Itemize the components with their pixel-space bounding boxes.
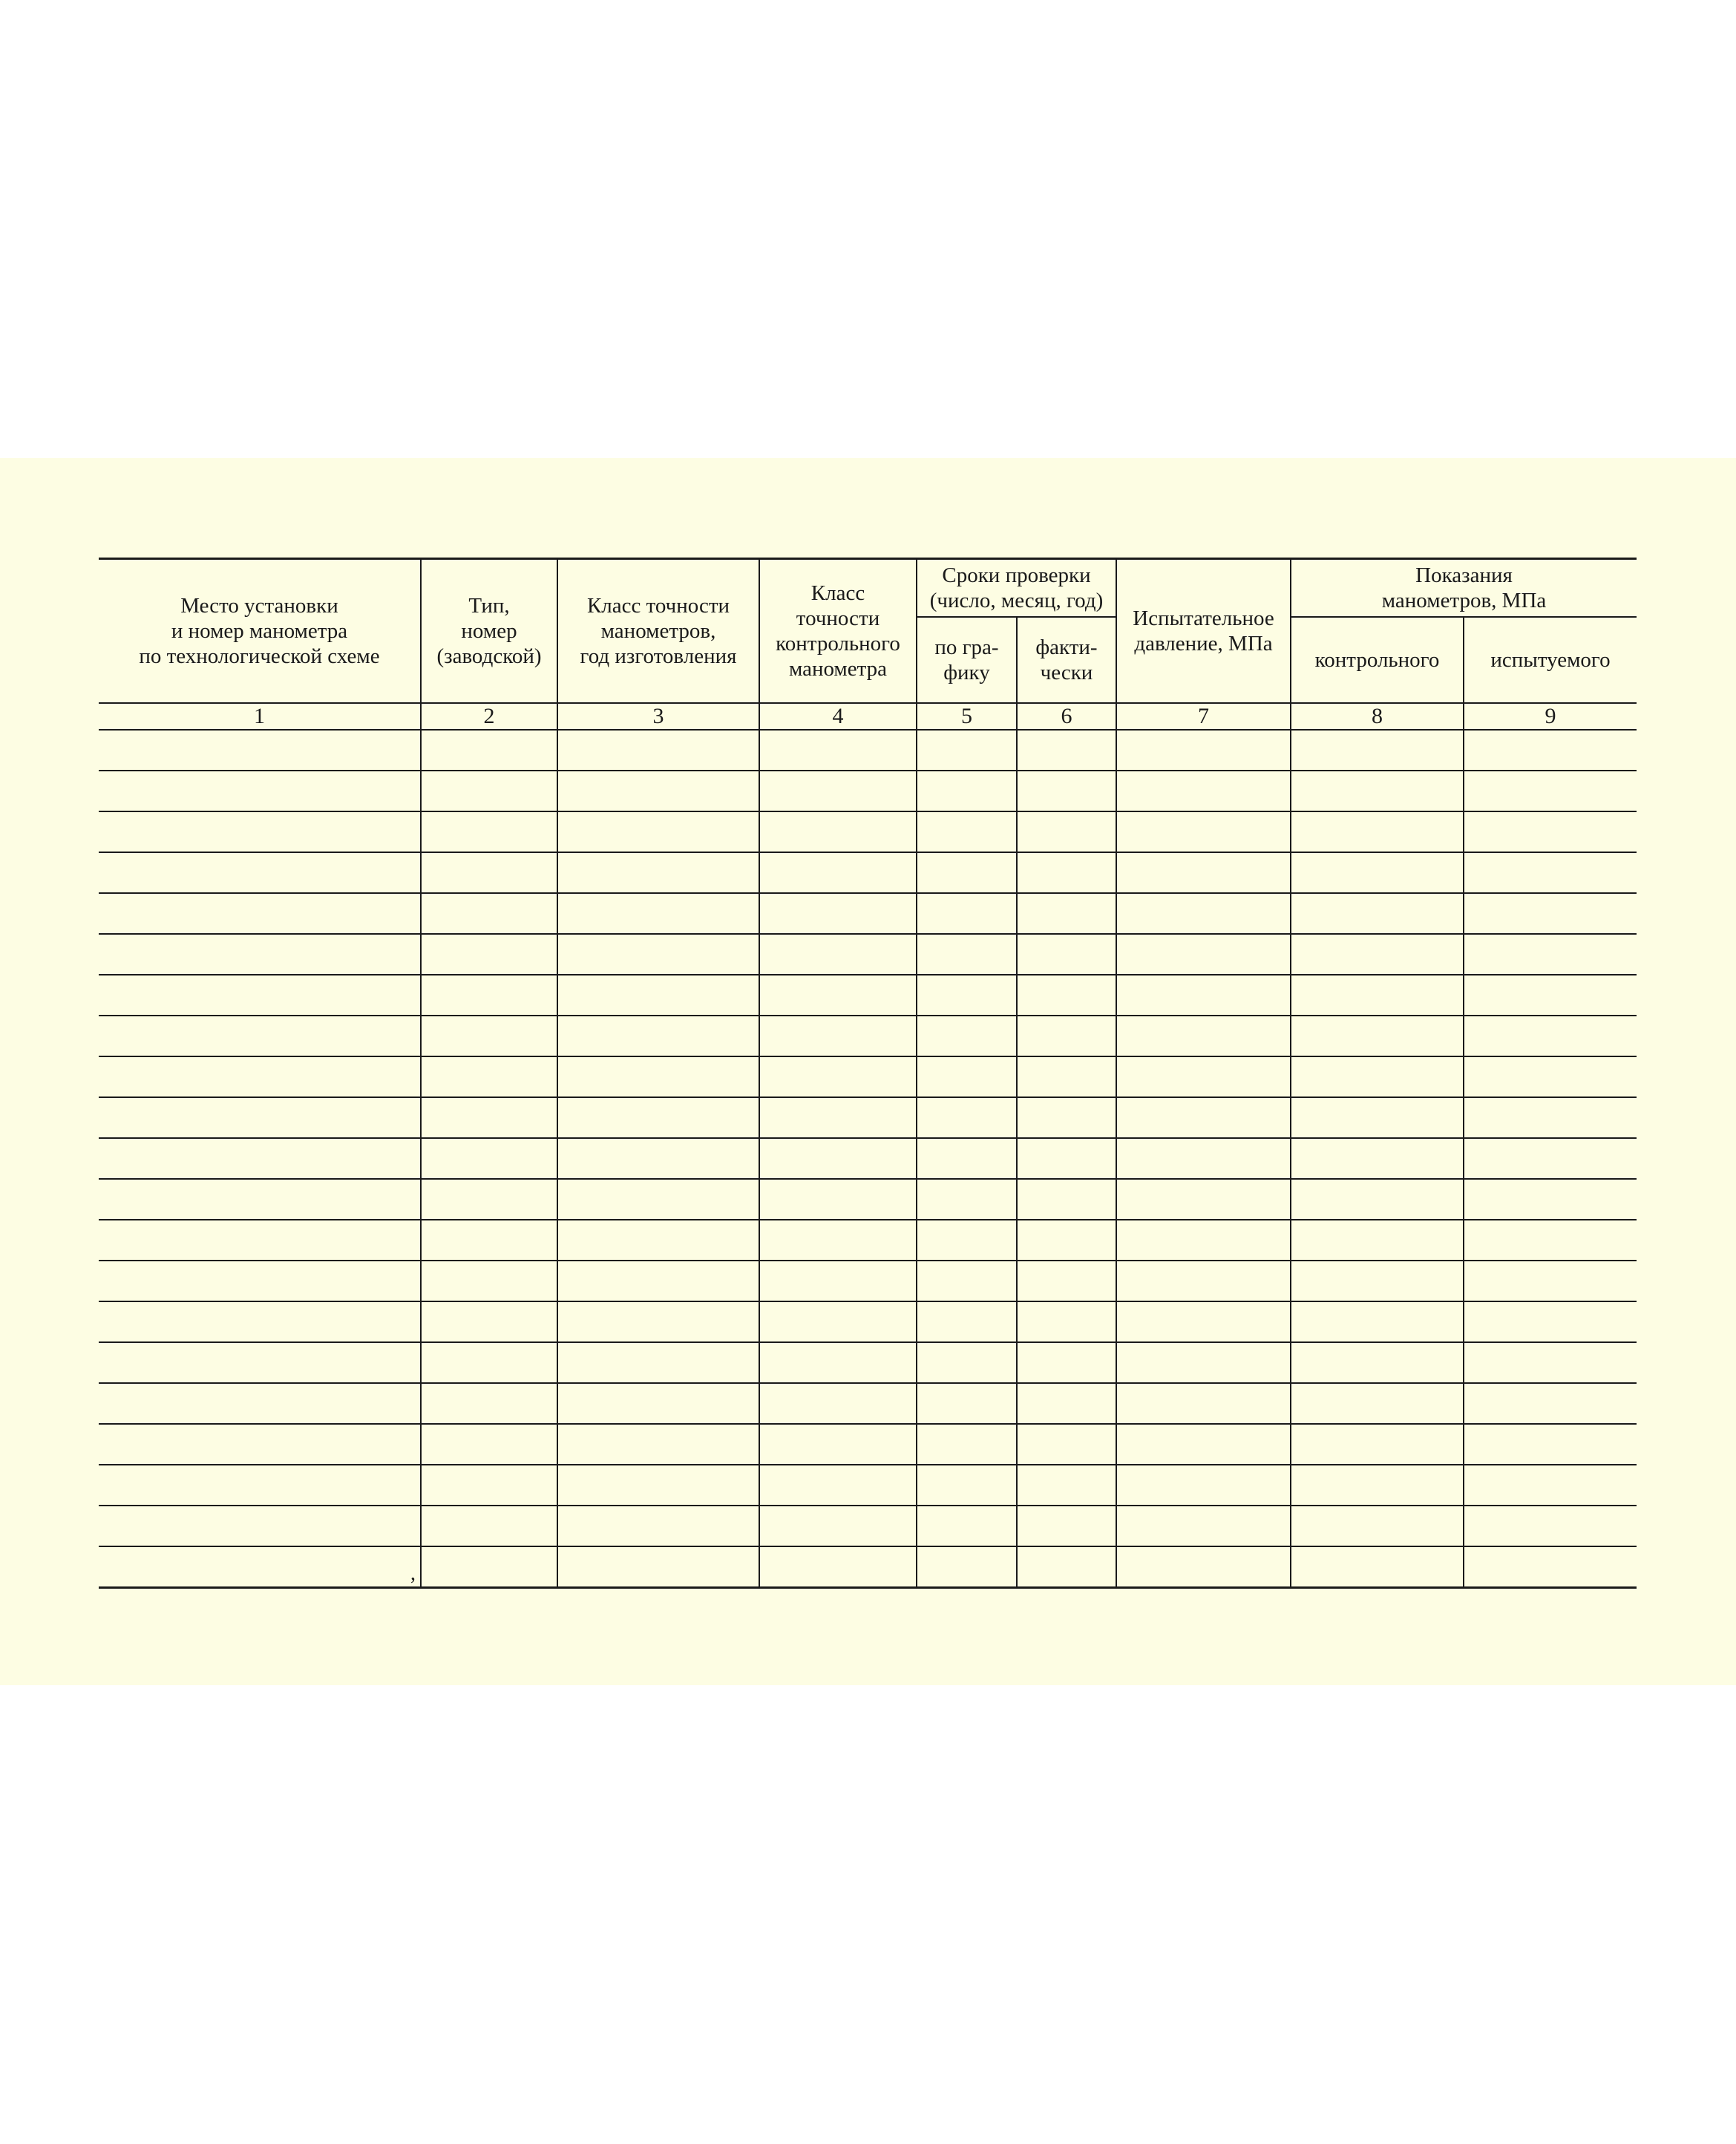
table-cell[interactable] (1464, 975, 1637, 1016)
table-cell[interactable] (1017, 1546, 1116, 1588)
table-cell[interactable] (1017, 852, 1116, 893)
table-cell[interactable] (1017, 771, 1116, 811)
table-cell[interactable] (759, 1138, 917, 1179)
table-cell[interactable] (557, 1056, 759, 1097)
table-cell[interactable] (1017, 1261, 1116, 1301)
table-cell[interactable] (759, 1179, 917, 1220)
table-cell[interactable] (1017, 1138, 1116, 1179)
table-cell[interactable] (1116, 852, 1291, 893)
table-cell[interactable] (1464, 1383, 1637, 1424)
table-cell[interactable] (1291, 771, 1464, 811)
table-cell[interactable] (99, 1383, 421, 1424)
header-control-accuracy-class: Класс точности контрольного манометра (759, 559, 917, 703)
table-cell[interactable] (1116, 1383, 1291, 1424)
table-cell[interactable] (1464, 730, 1637, 771)
table-cell[interactable] (1017, 975, 1116, 1016)
table-cell[interactable] (917, 893, 1017, 934)
table-row (99, 1342, 1637, 1383)
table-cell[interactable] (557, 1097, 759, 1138)
table-cell[interactable] (1291, 1383, 1464, 1424)
table-cell[interactable] (1464, 1179, 1637, 1220)
table-cell[interactable] (1464, 811, 1637, 852)
table-cell[interactable] (99, 852, 421, 893)
table-cell[interactable] (99, 730, 421, 771)
table-cell[interactable] (421, 975, 557, 1016)
table-cell[interactable] (1116, 1179, 1291, 1220)
table-row (99, 1383, 1637, 1424)
table-cell[interactable] (1116, 1097, 1291, 1138)
table-cell[interactable] (759, 1261, 917, 1301)
table-cell[interactable] (99, 1424, 421, 1465)
table-row (99, 1016, 1637, 1056)
table-cell[interactable] (99, 1056, 421, 1097)
table-cell[interactable] (1291, 1179, 1464, 1220)
header-installation-place: Место установки и номер манометра по технологической схеме (99, 559, 421, 703)
table-cell[interactable] (557, 1342, 759, 1383)
table-row (99, 893, 1637, 934)
table-cell[interactable] (759, 1506, 917, 1546)
table-cell[interactable] (1116, 1220, 1291, 1261)
table-row (99, 1097, 1637, 1138)
table-cell[interactable] (1116, 1056, 1291, 1097)
table-cell[interactable] (917, 1424, 1017, 1465)
table-cell[interactable] (421, 1016, 557, 1056)
table-cell[interactable] (1017, 1097, 1116, 1138)
table-cell[interactable] (421, 1383, 557, 1424)
table-cell[interactable] (917, 771, 1017, 811)
table-cell[interactable] (1464, 1261, 1637, 1301)
table-cell[interactable] (1291, 811, 1464, 852)
table-cell[interactable] (1464, 771, 1637, 811)
table-cell[interactable] (1291, 1506, 1464, 1546)
header-accuracy-class-year: Класс точности манометров, год изготовления (557, 559, 759, 703)
table-cell[interactable] (1116, 934, 1291, 975)
table-cell[interactable] (1017, 1465, 1116, 1506)
table-cell[interactable] (1116, 1424, 1291, 1465)
table-row (99, 771, 1637, 811)
table-cell[interactable] (759, 852, 917, 893)
table-cell[interactable] (557, 1179, 759, 1220)
header-tested-reading: испытуемого (1464, 617, 1637, 703)
table-cell[interactable] (557, 1506, 759, 1546)
table-cell[interactable] (1017, 893, 1116, 934)
table-row (99, 1056, 1637, 1097)
table-cell[interactable] (99, 1097, 421, 1138)
table-cell[interactable] (1291, 1220, 1464, 1261)
table-cell[interactable] (1017, 1179, 1116, 1220)
table-cell[interactable] (1291, 1056, 1464, 1097)
table-cell[interactable] (557, 771, 759, 811)
table-cell[interactable] (99, 893, 421, 934)
table-cell[interactable] (99, 1546, 421, 1588)
header-type-serial-number: Тип, номер (заводской) (421, 559, 557, 703)
table-row (99, 852, 1637, 893)
table-cell[interactable] (759, 1342, 917, 1383)
table-cell[interactable] (917, 1506, 1017, 1546)
table-cell[interactable] (557, 1424, 759, 1465)
table-cell[interactable] (1291, 852, 1464, 893)
table-cell[interactable] (759, 1016, 917, 1056)
table-cell[interactable] (917, 1465, 1017, 1506)
table-cell[interactable] (99, 1342, 421, 1383)
table-cell[interactable] (557, 1301, 759, 1342)
table-cell[interactable] (1291, 1138, 1464, 1179)
table-cell[interactable] (99, 811, 421, 852)
table-cell[interactable] (557, 1016, 759, 1056)
table-cell[interactable] (1017, 1220, 1116, 1261)
table-cell[interactable] (557, 852, 759, 893)
table-cell[interactable] (917, 1138, 1017, 1179)
table-cell[interactable] (1017, 1301, 1116, 1342)
table-cell[interactable] (1291, 893, 1464, 934)
table-cell[interactable] (1116, 730, 1291, 771)
table-cell[interactable] (421, 1261, 557, 1301)
table-row (99, 1220, 1637, 1261)
table-cell[interactable] (421, 934, 557, 975)
column-number: 1 (99, 703, 421, 730)
table-cell[interactable] (759, 1424, 917, 1465)
table-cell[interactable] (759, 730, 917, 771)
table-row (99, 975, 1637, 1016)
table-cell[interactable] (421, 1138, 557, 1179)
table-cell[interactable] (557, 934, 759, 975)
table-cell[interactable] (1116, 1506, 1291, 1546)
table-cell[interactable] (759, 1301, 917, 1342)
table-cell[interactable] (917, 1546, 1017, 1588)
stray-comma-mark: , (410, 1561, 416, 1585)
table-cell[interactable] (421, 1220, 557, 1261)
table-cell[interactable] (557, 1383, 759, 1424)
table-cell[interactable] (917, 1342, 1017, 1383)
table-cell[interactable] (557, 1546, 759, 1588)
table-row (99, 1546, 1637, 1588)
table-cell[interactable] (1017, 730, 1116, 771)
table-cell[interactable] (1291, 1465, 1464, 1506)
table-cell[interactable] (759, 934, 917, 975)
table-cell[interactable] (1464, 1342, 1637, 1383)
header-control-reading: контрольного (1291, 617, 1464, 703)
table-cell[interactable] (917, 1097, 1017, 1138)
table-cell[interactable] (917, 1220, 1017, 1261)
table-cell[interactable] (1116, 1342, 1291, 1383)
table-cell[interactable] (917, 1016, 1017, 1056)
table-cell[interactable] (421, 893, 557, 934)
table-cell[interactable] (421, 1097, 557, 1138)
table-cell[interactable] (99, 1301, 421, 1342)
table-cell[interactable] (1291, 1261, 1464, 1301)
table-row (99, 1506, 1637, 1546)
table-cell[interactable] (1291, 975, 1464, 1016)
table-cell[interactable] (1017, 1383, 1116, 1424)
table-cell[interactable] (557, 1220, 759, 1261)
column-number: 9 (1464, 703, 1637, 730)
table-cell[interactable] (759, 975, 917, 1016)
column-number: 2 (421, 703, 557, 730)
table-cell[interactable] (1017, 1016, 1116, 1056)
table-cell[interactable] (99, 1138, 421, 1179)
column-number: 5 (917, 703, 1017, 730)
table-cell[interactable] (1464, 1465, 1637, 1506)
column-number: 8 (1291, 703, 1464, 730)
column-number: 3 (557, 703, 759, 730)
table-cell[interactable] (759, 1465, 917, 1506)
table-cell[interactable] (99, 771, 421, 811)
table-cell[interactable] (1017, 934, 1116, 975)
table-cell[interactable] (99, 1465, 421, 1506)
table-cell[interactable] (1017, 1506, 1116, 1546)
table-cell[interactable] (1116, 1016, 1291, 1056)
table-cell[interactable] (917, 934, 1017, 975)
table-cell[interactable] (99, 1179, 421, 1220)
table-cell[interactable] (99, 1261, 421, 1301)
table-cell[interactable] (557, 975, 759, 1016)
table-cell[interactable] (421, 1546, 557, 1588)
table-cell[interactable] (421, 811, 557, 852)
table-cell[interactable] (99, 1506, 421, 1546)
table-cell[interactable] (759, 893, 917, 934)
table-cell[interactable] (1464, 1220, 1637, 1261)
table-cell[interactable] (557, 1465, 759, 1506)
table-row (99, 1179, 1637, 1220)
table-cell[interactable] (99, 1220, 421, 1261)
table-cell[interactable] (917, 1301, 1017, 1342)
table-cell[interactable] (1116, 811, 1291, 852)
table-cell[interactable] (421, 1301, 557, 1342)
table-cell[interactable] (421, 730, 557, 771)
table-cell[interactable] (421, 1056, 557, 1097)
column-number: 7 (1116, 703, 1291, 730)
column-number-row (99, 703, 1637, 730)
table-cell[interactable] (1464, 1056, 1637, 1097)
table-cell[interactable] (1291, 1342, 1464, 1383)
table-cell[interactable] (1464, 934, 1637, 975)
table-row (99, 1424, 1637, 1465)
table-cell[interactable] (557, 1261, 759, 1301)
table-cell[interactable] (1291, 934, 1464, 975)
table-cell[interactable] (99, 975, 421, 1016)
table-cell[interactable] (1017, 1342, 1116, 1383)
table-cell[interactable] (759, 1220, 917, 1261)
table-cell[interactable] (917, 811, 1017, 852)
column-number: 6 (1017, 703, 1116, 730)
table-row (99, 730, 1637, 771)
table-cell[interactable] (759, 811, 917, 852)
header-readings-group: Показания манометров, МПа (1291, 559, 1637, 617)
table-cell[interactable] (759, 1383, 917, 1424)
table-cell[interactable] (1116, 893, 1291, 934)
table-cell[interactable] (421, 1342, 557, 1383)
table-cell[interactable] (1464, 1506, 1637, 1546)
table-cell[interactable] (759, 1097, 917, 1138)
header-test-pressure: Испытательное давление, МПа (1116, 559, 1291, 703)
table-row (99, 811, 1637, 852)
header-inspection-dates-group: Сроки проверки (число, месяц, год) (917, 559, 1116, 617)
table-cell[interactable] (557, 1138, 759, 1179)
table-cell[interactable] (917, 1056, 1017, 1097)
table-cell[interactable] (1464, 1424, 1637, 1465)
manometer-inspection-table (99, 558, 1637, 1589)
table-cell[interactable] (1464, 852, 1637, 893)
table-row (99, 934, 1637, 975)
table-cell[interactable] (1291, 1016, 1464, 1056)
table-cell[interactable] (421, 1465, 557, 1506)
table-row (99, 1138, 1637, 1179)
table-cell[interactable] (917, 1383, 1017, 1424)
table-cell[interactable] (1116, 1261, 1291, 1301)
table-cell[interactable] (917, 852, 1017, 893)
table-cell[interactable] (1116, 1546, 1291, 1588)
table-cell[interactable] (917, 975, 1017, 1016)
table-row (99, 1465, 1637, 1506)
table-row (99, 1301, 1637, 1342)
table-row (99, 1261, 1637, 1301)
table-cell[interactable] (557, 730, 759, 771)
table-cell[interactable] (1017, 1424, 1116, 1465)
table-cell[interactable] (1116, 975, 1291, 1016)
table-cell[interactable] (421, 852, 557, 893)
table-cell[interactable] (1464, 1138, 1637, 1179)
table-cell[interactable] (1464, 1301, 1637, 1342)
table-cell[interactable] (1017, 1056, 1116, 1097)
table-cell[interactable] (99, 934, 421, 975)
header-actual: факти- чески (1017, 617, 1116, 703)
table-cell[interactable] (421, 771, 557, 811)
table-cell[interactable] (1291, 1301, 1464, 1342)
table-cell[interactable] (1116, 771, 1291, 811)
table-cell[interactable] (917, 1179, 1017, 1220)
column-number: 4 (759, 703, 917, 730)
table-cell[interactable] (759, 1056, 917, 1097)
table-cell[interactable] (1291, 730, 1464, 771)
table-cell[interactable] (917, 1261, 1017, 1301)
table-cell[interactable] (1464, 893, 1637, 934)
table-cell[interactable] (1017, 811, 1116, 852)
table-body (99, 730, 1637, 1588)
table-cell[interactable] (1464, 1546, 1637, 1588)
table-cell[interactable] (1464, 1097, 1637, 1138)
table-cell[interactable] (1464, 1016, 1637, 1056)
table-cell[interactable] (1291, 1097, 1464, 1138)
table-cell[interactable] (1116, 1138, 1291, 1179)
table-cell[interactable] (759, 771, 917, 811)
table-cell[interactable] (557, 811, 759, 852)
table-cell[interactable] (1291, 1424, 1464, 1465)
table-cell[interactable] (1291, 1546, 1464, 1588)
table-cell[interactable] (759, 1546, 917, 1588)
table-cell[interactable] (99, 1016, 421, 1056)
header-by-schedule: по гра- фику (917, 617, 1017, 703)
table-cell[interactable] (557, 893, 759, 934)
table-cell[interactable] (421, 1424, 557, 1465)
table-cell[interactable] (421, 1179, 557, 1220)
table-cell[interactable] (917, 730, 1017, 771)
table-cell[interactable] (421, 1506, 557, 1546)
table-cell[interactable] (1116, 1301, 1291, 1342)
table-cell[interactable] (1116, 1465, 1291, 1506)
